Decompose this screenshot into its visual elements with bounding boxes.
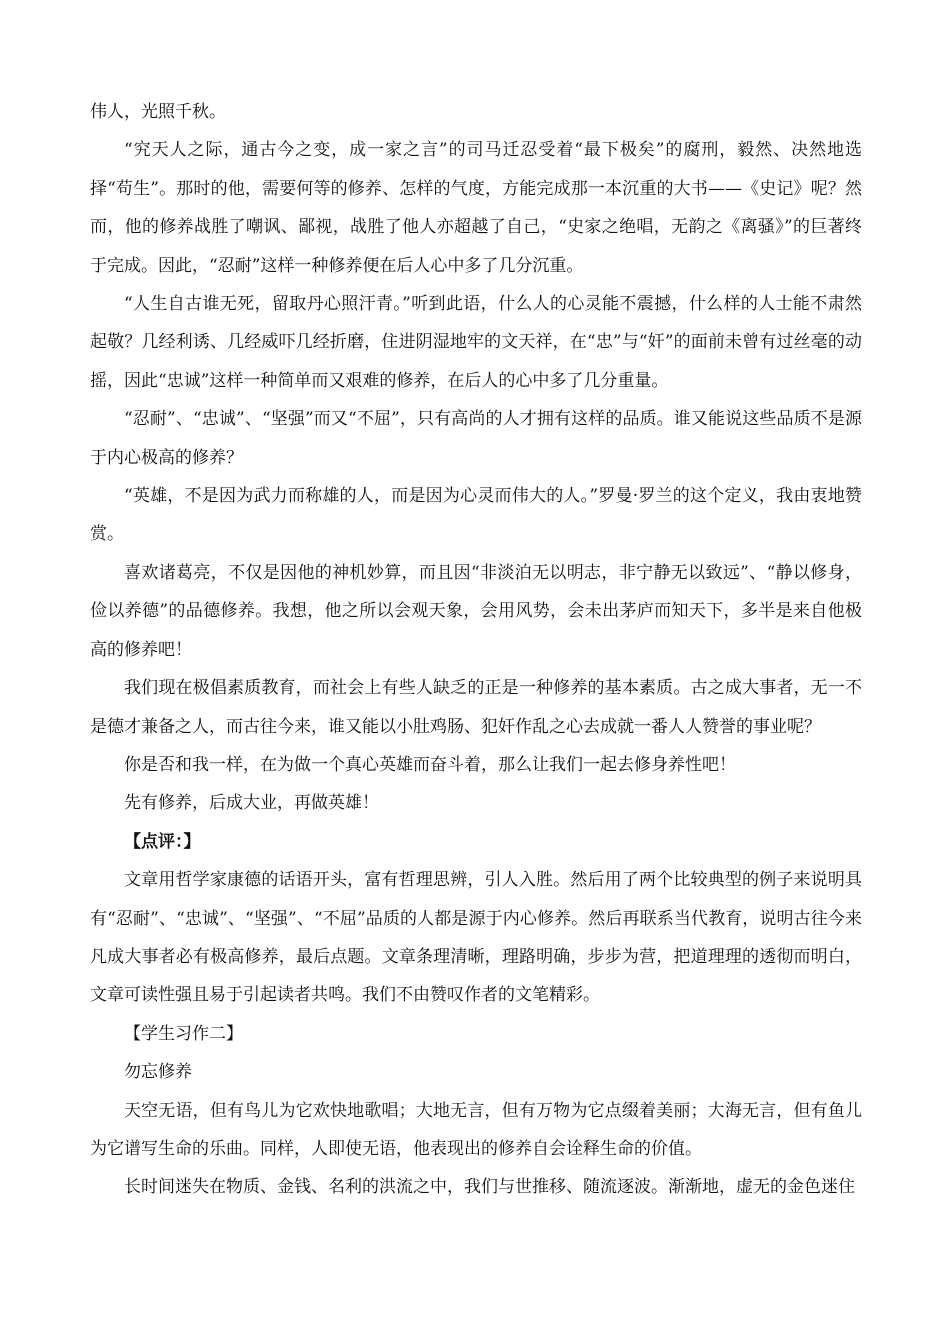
paragraph-sima-qian: “究天人之际，通古今之变，成一家之言”的司马迁忍受着“最下极矣”的腐刑，毅然、决然地选择“苟生”。那时的他，需要何等的修养、怎样的气度，方能完成那一本沉重的大书——《史记》呢？然而，他的修养战胜了嘲讽、鄙视，战胜了他人亦超越了自己，“史家之绝唱，无韵之《离骚》”的巨著终于完成。因此，“忍耐”这样一种修养便在后人心中多了几分沉重。 bbox=[90, 140, 862, 276]
paragraph-conclusion: 先有修养，后成大业，再做英雄！ bbox=[124, 793, 379, 814]
essay-paragraph-2: 长时间迷失在物质、金钱、名利的洪流之中，我们与世推移、随流逐波。渐渐地，虚无的金色迷住 bbox=[124, 1177, 855, 1198]
document-page bbox=[90, 93, 862, 1207]
paragraph-romain-rolland: “英雄，不是因为武力而称雄的人，而是因为心灵而伟大的人。”罗曼·罗兰的这个定义，我由衷地赞赏。 bbox=[90, 486, 862, 545]
comment-heading: 【点评：】 bbox=[124, 831, 201, 852]
paragraph-1: 伟人，光照千秋。 bbox=[90, 102, 226, 122]
paragraph-call-to-action: 你是否和我一样，在为做一个真心英雄而奋斗着，那么让我们一起去修身养性吧！ bbox=[124, 754, 736, 775]
section-heading-student-essay-2: 【学生习作二】 bbox=[124, 1023, 243, 1044]
essay-paragraph-1: 天空无语，但有鸟儿为它欢快地歌唱；大地无言，但有万物为它点缀着美丽；大海无言，但有鱼儿为它谱写生命的乐曲。同样，人即使无语，他表现出的修养自会诠释生命的价值。 bbox=[90, 1100, 862, 1159]
paragraph-wen-tianxiang: “人生自古谁无死，留取丹心照汗青。”听到此语，什么人的心灵能不震撼，什么样的人士能不肃然起敬？几经利诱、几经威吓几经折磨，住进阴湿地牢的文天祥，在“忠”与“奸”的面前未曾有过丝毫的动摇，因此“忠诚”这样一种简单而又艰难的修养，在后人的心中多了几分重量。 bbox=[90, 294, 862, 391]
paragraph-education: 我们现在极倡素质教育，而社会上有些人缺乏的正是一种修养的基本素质。古之成大事者，无一不是德才兼备之人，而古往今来，谁又能以小肚鸡肠、犯奸作乱之心去成就一番人人赞誉的事业呢？ bbox=[90, 678, 862, 737]
comment-body: 文章用哲学家康德的话语开头，富有哲理思辨，引人入胜。然后用了两个比较典型的例子来说明具有“忍耐”、“忠诚”、“坚强”、“不屈”品质的人都是源于内心修养。然后再联系当代教育，说明古往今来凡成大事者必有极高修养，最后点题。文章条理清晰，理路明确，步步为营，把道理理的透彻而明白，文章可读性强且易于引起读者共鸣。我们不由赞叹作者的文笔精彩。 bbox=[90, 870, 862, 1006]
essay-title: 勿忘修养 bbox=[124, 1062, 192, 1083]
paragraph-zhuge-liang: 喜欢诸葛亮，不仅是因他的神机妙算，而且因“非淡泊无以明志，非宁静无以致远”、“静以修身，俭以养德”的品德修养。我想，他之所以会观天象，会用风势，会未出茅庐而知天下，多半是来自他极高的修养吧！ bbox=[90, 562, 862, 660]
paragraph-qualities: “忍耐”、“忠诚”、“坚强”而又“不屈”，只有高尚的人才拥有这样的品质。谁又能说这些品质不是源于内心极高的修养？ bbox=[90, 409, 862, 468]
